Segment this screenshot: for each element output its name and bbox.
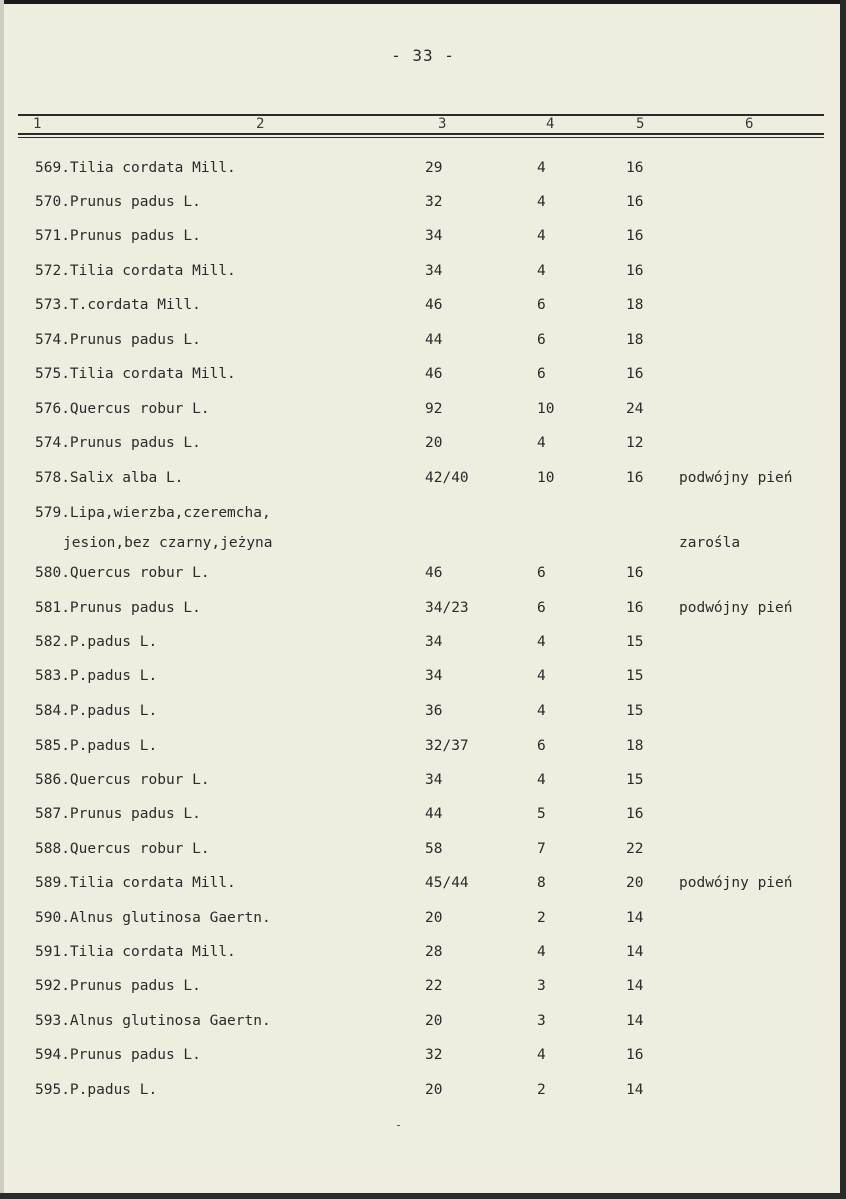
diameter-value: 32 [425, 1047, 443, 1063]
table-row [0, 194, 846, 228]
diameter-value: 20 [425, 910, 443, 926]
remarks: zarośla [679, 535, 741, 551]
scan-edge-bottom [0, 1193, 846, 1199]
scan-mark [397, 1125, 400, 1126]
column-4-value: 4 [537, 228, 546, 244]
column-5-value: 16 [626, 160, 644, 176]
species-name: 573.T.cordata Mill. [35, 297, 201, 313]
table-row [0, 366, 846, 400]
diameter-value: 20 [425, 1082, 443, 1098]
column-4-value: 4 [537, 772, 546, 788]
diameter-value: 92 [425, 401, 443, 417]
species-name: 571.Prunus padus L. [35, 228, 201, 244]
species-name: 595.P.padus L. [35, 1082, 158, 1098]
table-row [0, 806, 846, 840]
table-row [0, 505, 846, 539]
column-4-value: 6 [537, 297, 546, 313]
column-4-value: 4 [537, 263, 546, 279]
table-row [0, 1047, 846, 1081]
table-row [0, 297, 846, 331]
column-5-value: 15 [626, 634, 644, 650]
diameter-value: 20 [425, 435, 443, 451]
table-row [0, 228, 846, 262]
column-4-value: 3 [537, 1013, 546, 1029]
diameter-value: 34 [425, 668, 443, 684]
column-4-value: 4 [537, 160, 546, 176]
column-header-1: 1 [33, 116, 42, 132]
column-4-value: 4 [537, 1047, 546, 1063]
column-4-value: 4 [537, 944, 546, 960]
column-4-value: 10 [537, 470, 555, 486]
column-5-value: 16 [626, 228, 644, 244]
table-row [0, 600, 846, 634]
species-name: 579.Lipa,wierzba,czeremcha, [35, 505, 271, 521]
species-name: 576.Quercus robur L. [35, 401, 210, 417]
diameter-value: 22 [425, 978, 443, 994]
species-name: 582.P.padus L. [35, 634, 158, 650]
column-4-value: 4 [537, 634, 546, 650]
table-row [0, 263, 846, 297]
scan-edge-top [0, 0, 846, 4]
header-rule-top [18, 114, 824, 116]
species-name: jesion,bez czarny,jeżyna [63, 535, 273, 551]
species-name: 572.Tilia cordata Mill. [35, 263, 236, 279]
species-name: 588.Quercus robur L. [35, 841, 210, 857]
column-5-value: 16 [626, 600, 644, 616]
remarks: podwójny pień [679, 470, 793, 486]
column-4-value: 2 [537, 1082, 546, 1098]
column-5-value: 16 [626, 366, 644, 382]
column-4-value: 2 [537, 910, 546, 926]
species-name: 594.Prunus padus L. [35, 1047, 201, 1063]
species-name: 592.Prunus padus L. [35, 978, 201, 994]
species-name: 574.Prunus padus L. [35, 332, 201, 348]
species-name: 589.Tilia cordata Mill. [35, 875, 236, 891]
table-row [0, 470, 846, 504]
table-row [0, 738, 846, 772]
header-rule-bottom [18, 133, 824, 135]
table-row [0, 1013, 846, 1047]
column-5-value: 18 [626, 297, 644, 313]
diameter-value: 29 [425, 160, 443, 176]
table-row [0, 634, 846, 668]
column-4-value: 7 [537, 841, 546, 857]
column-header-6: 6 [745, 116, 754, 132]
column-4-value: 4 [537, 194, 546, 210]
table-row [0, 668, 846, 702]
species-name: 591.Tilia cordata Mill. [35, 944, 236, 960]
column-header-5: 5 [636, 116, 645, 132]
column-4-value: 8 [537, 875, 546, 891]
species-name: 570.Prunus padus L. [35, 194, 201, 210]
column-4-value: 6 [537, 600, 546, 616]
column-4-value: 4 [537, 668, 546, 684]
table-row [0, 435, 846, 469]
species-name: 569.Tilia cordata Mill. [35, 160, 236, 176]
remarks: podwójny pień [679, 600, 793, 616]
table-row [0, 401, 846, 435]
species-name: 580.Quercus robur L. [35, 565, 210, 581]
table-row [0, 978, 846, 1012]
table-row [0, 332, 846, 366]
table-row [0, 703, 846, 737]
column-5-value: 14 [626, 944, 644, 960]
table-row [0, 160, 846, 194]
column-4-value: 6 [537, 738, 546, 754]
species-name: 585.P.padus L. [35, 738, 158, 754]
column-5-value: 16 [626, 565, 644, 581]
diameter-value: 34 [425, 634, 443, 650]
table-row [0, 1082, 846, 1116]
diameter-value: 36 [425, 703, 443, 719]
table-row [0, 535, 846, 569]
column-5-value: 14 [626, 978, 644, 994]
column-5-value: 18 [626, 332, 644, 348]
column-5-value: 16 [626, 263, 644, 279]
remarks: podwójny pień [679, 875, 793, 891]
column-4-value: 10 [537, 401, 555, 417]
table-row [0, 875, 846, 909]
column-5-value: 16 [626, 194, 644, 210]
species-name: 581.Prunus padus L. [35, 600, 201, 616]
species-name: 593.Alnus glutinosa Gaertn. [35, 1013, 271, 1029]
diameter-value: 34/23 [425, 600, 469, 616]
column-5-value: 16 [626, 470, 644, 486]
diameter-value: 46 [425, 297, 443, 313]
diameter-value: 28 [425, 944, 443, 960]
table-row [0, 841, 846, 875]
diameter-value: 42/40 [425, 470, 469, 486]
column-5-value: 24 [626, 401, 644, 417]
column-4-value: 6 [537, 565, 546, 581]
diameter-value: 58 [425, 841, 443, 857]
table-row [0, 910, 846, 944]
diameter-value: 34 [425, 228, 443, 244]
column-4-value: 6 [537, 332, 546, 348]
column-5-value: 14 [626, 1082, 644, 1098]
column-5-value: 20 [626, 875, 644, 891]
column-5-value: 22 [626, 841, 644, 857]
column-4-value: 6 [537, 366, 546, 382]
column-4-value: 5 [537, 806, 546, 822]
column-5-value: 12 [626, 435, 644, 451]
species-name: 587.Prunus padus L. [35, 806, 201, 822]
table-row [0, 565, 846, 599]
diameter-value: 46 [425, 565, 443, 581]
diameter-value: 45/44 [425, 875, 469, 891]
column-5-value: 14 [626, 1013, 644, 1029]
diameter-value: 44 [425, 806, 443, 822]
species-name: 575.Tilia cordata Mill. [35, 366, 236, 382]
diameter-value: 46 [425, 366, 443, 382]
column-5-value: 15 [626, 772, 644, 788]
column-header-4: 4 [546, 116, 555, 132]
column-5-value: 16 [626, 806, 644, 822]
column-header-2: 2 [256, 116, 265, 132]
species-name: 574.Prunus padus L. [35, 435, 201, 451]
species-name: 583.P.padus L. [35, 668, 158, 684]
diameter-value: 44 [425, 332, 443, 348]
species-name: 586.Quercus robur L. [35, 772, 210, 788]
column-5-value: 16 [626, 1047, 644, 1063]
diameter-value: 34 [425, 263, 443, 279]
header-rule-double [18, 137, 824, 138]
column-4-value: 4 [537, 435, 546, 451]
diameter-value: 34 [425, 772, 443, 788]
diameter-value: 32/37 [425, 738, 469, 754]
column-5-value: 18 [626, 738, 644, 754]
column-5-value: 15 [626, 668, 644, 684]
column-4-value: 3 [537, 978, 546, 994]
table-row [0, 944, 846, 978]
column-5-value: 14 [626, 910, 644, 926]
column-header-3: 3 [438, 116, 447, 132]
column-4-value: 4 [537, 703, 546, 719]
page-number: - 33 - [391, 46, 455, 65]
species-name: 578.Salix alba L. [35, 470, 184, 486]
diameter-value: 32 [425, 194, 443, 210]
species-name: 590.Alnus glutinosa Gaertn. [35, 910, 271, 926]
table-row [0, 772, 846, 806]
column-5-value: 15 [626, 703, 644, 719]
diameter-value: 20 [425, 1013, 443, 1029]
species-name: 584.P.padus L. [35, 703, 158, 719]
